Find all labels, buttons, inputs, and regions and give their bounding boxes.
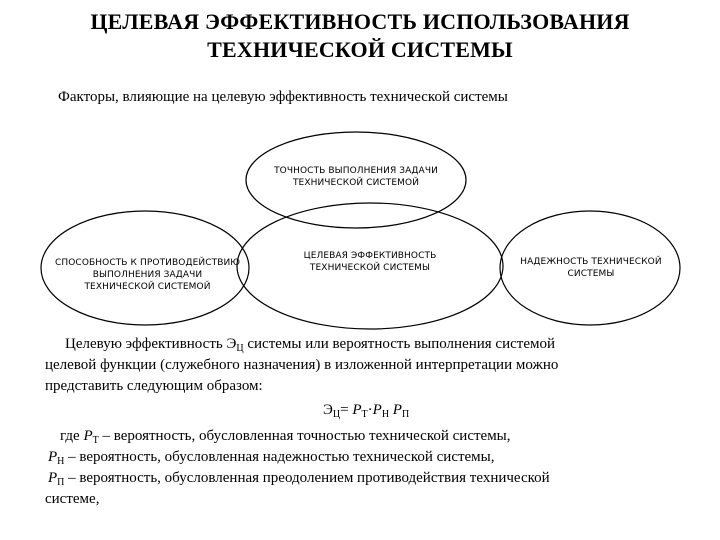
- definition-pp-continued: системе,: [45, 491, 100, 507]
- title-line-2: ТЕХНИЧЕСКОЙ СИСТЕМЫ: [207, 37, 513, 62]
- definition-pn: $P_Н$ – вероятность, обусловленная надежностью технической системы,: [48, 449, 495, 467]
- paragraph-line-1: Целевую эффективность $Э_Ц$ системы или вероятность выполнения системой: [65, 336, 556, 354]
- definition-pt: где $P_Т$ – вероятность, обусловленная точностью технической системы,: [60, 428, 511, 446]
- label-reliability: НАДЕЖНОСТЬ ТЕХНИЧЕСКОЙ СИСТЕМЫ: [520, 257, 662, 279]
- paragraph-line-3: представить следующим образом:: [45, 378, 263, 394]
- paragraph-line-2: целевой функции (служебного назначения) в изложенной интерпретации можно: [45, 357, 559, 373]
- diagram-caption: Факторы, влияющие на целевую эффективность технической системы: [58, 89, 508, 105]
- formula: $Э_Ц= P_Т\cdot P_Н$ $P_П$: [323, 402, 410, 420]
- label-counteraction: СПОСОБНОСТЬ К ПРОТИВОДЕЙСТВИЮ ВЫПОЛНЕНИЯ ЗАДАЧИ ТЕХНИЧЕСКОЙ СИСТЕМОЙ: [55, 258, 241, 292]
- label-accuracy: ТОЧНОСТЬ ВЫПОЛНЕНИЯ ЗАДАЧИ ТЕХНИЧЕСКОЙ СИСТЕМОЙ: [274, 166, 438, 188]
- definition-pp: $P_П$ – вероятность, обусловленная преодолением противодействия технической: [48, 470, 550, 488]
- title-line-1: ЦЕЛЕВАЯ ЭФФЕКТИВНОСТЬ ИСПОЛЬЗОВАНИЯ: [90, 9, 630, 34]
- label-target-efficiency: ЦЕЛЕВАЯ ЭФФЕКТИВНОСТЬ ТЕХНИЧЕСКОЙ СИСТЕМЫ: [303, 251, 437, 273]
